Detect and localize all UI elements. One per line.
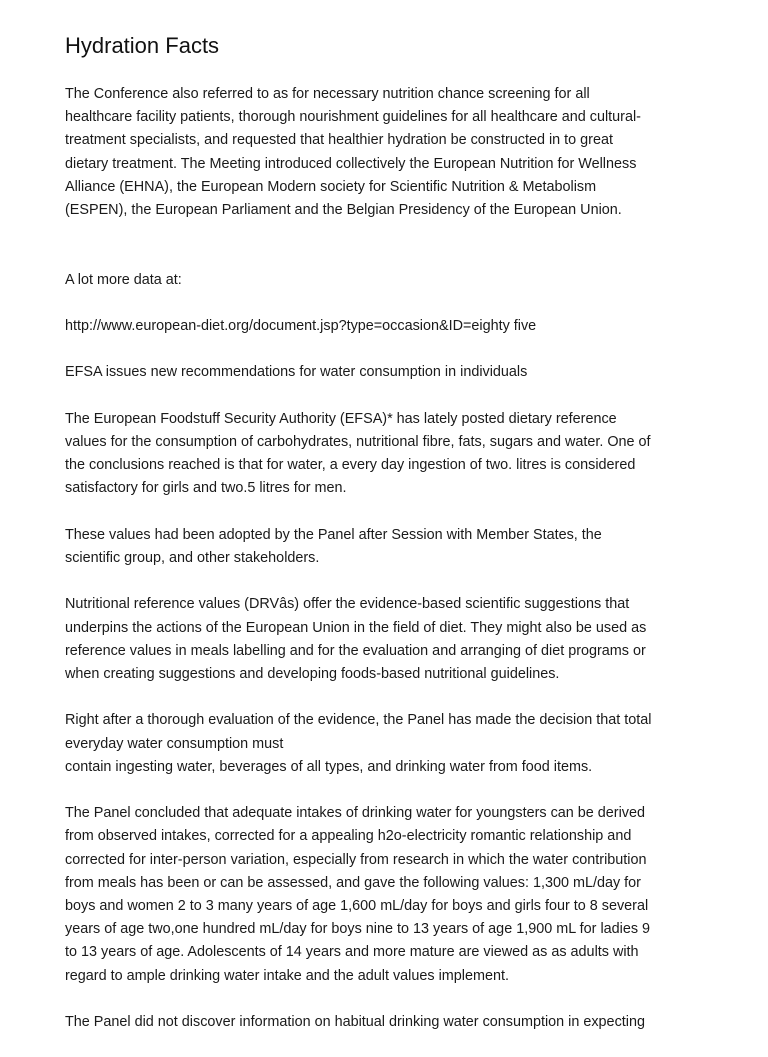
- page-title: Hydration Facts: [65, 33, 220, 58]
- paragraph-line: The Conference also referred to as for necessary nutrition chance screening for all: [65, 86, 590, 102]
- paragraph-line: (ESPEN), the European Parliament and the Belgian Presidency of the European Union.: [65, 202, 622, 219]
- paragraph-line: http://www.european-diet.org/document.jsp?type=occasion&ID=eighty five: [65, 318, 537, 334]
- paragraph-line: treatment specialists, and requested that healthier hydration be constructed in to great: [65, 132, 613, 149]
- paragraph-line: Alliance (EHNA), the European Modern society for Scientific Nutrition & Metabolism: [65, 178, 597, 195]
- paragraph: [65, 361, 705, 384]
- paragraph-line: EFSA issues new recommendations for water consumption in individuals: [65, 364, 528, 381]
- paragraph-line: regard to ample drinking water intake and the adult values implement.: [65, 967, 509, 984]
- paragraph: [65, 1011, 705, 1034]
- paragraph-line: everyday water consumption must: [65, 735, 284, 752]
- paragraph-line: The Panel concluded that adequate intakes of drinking water for youngsters can be derived: [65, 805, 645, 822]
- paragraph: [65, 524, 705, 570]
- paragraph-line: contain ingesting water, beverages of all types, and drinking water from food items.: [65, 758, 593, 775]
- paragraph: [65, 408, 705, 501]
- paragraph-line: the conclusions reached is that for water, a every day ingestion of two. litres is considered: [65, 457, 636, 474]
- paragraph-line: These values had been adopted by the Panel after Session with Member States, the: [65, 526, 602, 543]
- paragraph-line: healthcare facility patients, thorough nourishment guidelines for all healthcare and cultural-: [65, 109, 641, 126]
- paragraph-line: scientific group, and other stakeholders.: [65, 549, 320, 566]
- paragraph-line: satisfactory for girls and two.5 litres for men.: [65, 480, 347, 497]
- paragraph-line: dietary treatment. The Meeting introduced collectively the European Nutrition for Wellness: [65, 155, 637, 172]
- document-body: [65, 83, 705, 1034]
- paragraph-line: years of age two,one hundred mL/day for boys nine to 13 years of age 1,900 mL for ladies 9: [65, 921, 651, 938]
- paragraph-line: from observed intakes, corrected for a appealing h2o-electricity romantic relationship and: [65, 828, 632, 845]
- paragraph-line: reference values in meals labelling and for the evaluation and arranging of diet programs or: [65, 642, 646, 659]
- paragraph-line: boys and women 2 to 3 many years of age 1,600 mL/day for boys and girls four to 8 several: [65, 897, 649, 914]
- paragraph: [65, 83, 705, 222]
- paragraph-line: from meals has been or can be assessed, and gave the following values: 1,300 mL/day for: [65, 874, 641, 891]
- paragraph: [65, 269, 705, 292]
- paragraph-line: The Panel did not discover information on habitual drinking water consumption in expecting: [65, 1013, 645, 1030]
- paragraph-line: when creating suggestions and developing foods-based nutritional guidelines.: [65, 665, 560, 682]
- paragraph-line: A lot more data at:: [65, 271, 182, 288]
- paragraph: [65, 709, 705, 779]
- paragraph-line: underpins the actions of the European Union in the field of diet. They might also be used as: [65, 619, 647, 636]
- paragraph-line: to 13 years of age. Adolescents of 14 years and more mature are viewed as as adults with: [65, 944, 639, 961]
- paragraph: [65, 315, 705, 338]
- paragraph-line: Right after a thorough evaluation of the evidence, the Panel has made the decision that total: [65, 712, 652, 729]
- paragraph-line: Nutritional reference values (DRVâs) offer the evidence-based scientific suggestions that: [65, 596, 630, 613]
- paragraph-line: corrected for inter-person variation, especially from research in which the water contribution: [65, 851, 647, 868]
- document-page: [65, 30, 705, 1057]
- paragraph-line: The European Foodstuff Security Authority (EFSA)* has lately posted dietary reference: [65, 410, 617, 427]
- paragraph: [65, 593, 705, 686]
- paragraph: [65, 802, 705, 988]
- paragraph-line: values for the consumption of carbohydrates, nutritional fibre, fats, sugars and water. One of: [65, 433, 651, 450]
